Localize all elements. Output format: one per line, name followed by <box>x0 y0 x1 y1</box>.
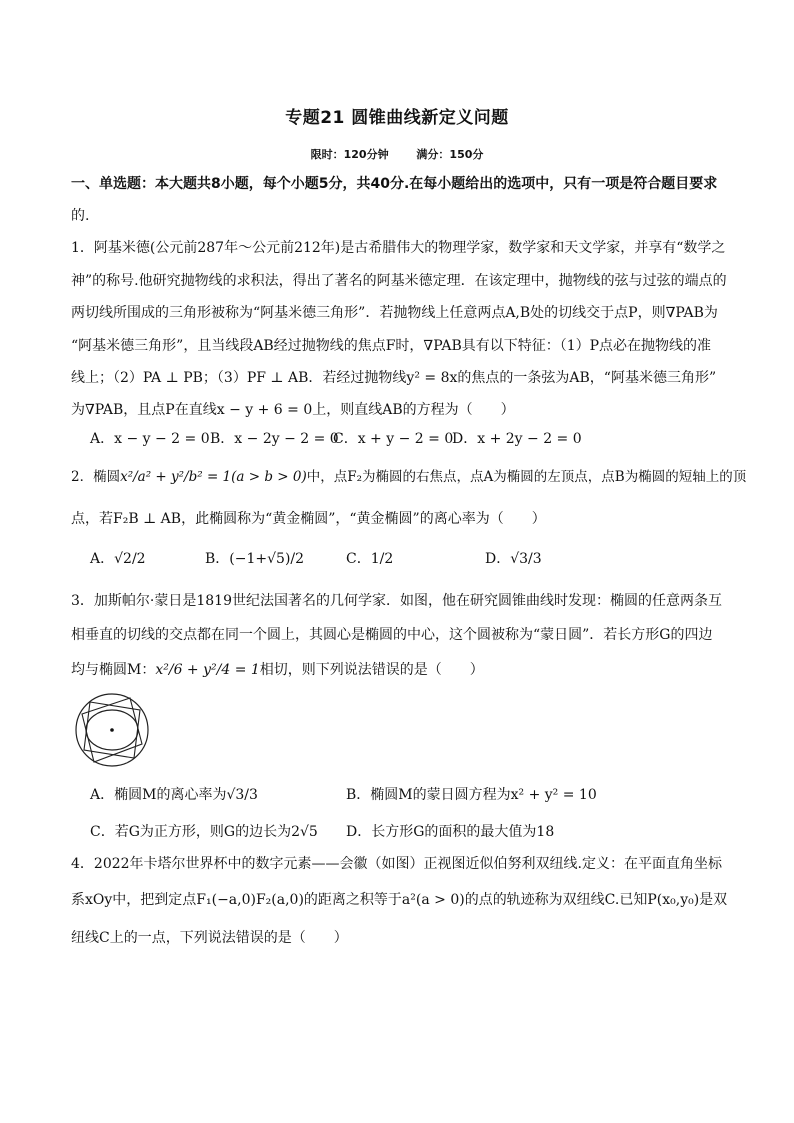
q1-option-a[interactable]: A．x − y − 2 = 0 <box>90 431 210 447</box>
q2-option-d[interactable]: D．√3/3 <box>485 551 542 567</box>
exam-info <box>0 146 794 162</box>
q3-option-a[interactable]: A．椭圆M的离心率为√3/3 <box>90 787 258 803</box>
q1-line-6: 为∇PAB，且点P在直线x − y + 6 = 0上，则直线AB的方程为（ ） <box>71 402 515 418</box>
monge-circle-figure <box>70 690 154 770</box>
q1-option-d[interactable]: D．x + 2y − 2 = 0 <box>452 431 582 447</box>
q3-ellipse-equation: x²/6 + y²/4 = 1 <box>155 662 260 678</box>
q4-line-1: 4．2022年卡塔尔世界杯中的数字元素——会徽（如图）正视图近似伯努利双纽线.定义：在平面直角坐标 <box>71 856 722 872</box>
page-title: 专题21 圆锥曲线新定义问题 <box>285 108 509 128</box>
center-point <box>110 728 114 732</box>
q1-option-b[interactable]: B．x − 2y − 2 = 0 <box>210 431 339 447</box>
q3-line-3-rest: 相切，则下列说法错误的是（ ） <box>259 662 484 678</box>
q2-option-b[interactable]: B．(−1+√5)/2 <box>205 551 305 567</box>
q3-prefix: 均与椭圆M： <box>71 662 156 678</box>
q3-line-2: 相垂直的切线的交点都在同一个圆上，其圆心是椭圆的中心，这个圆被称为“蒙日圆”．若长方形G的四边 <box>71 627 713 643</box>
q3-option-d[interactable]: D．长方形G的面积的最大值为18 <box>346 824 555 840</box>
q1-line-1: 1．阿基米德(公元前287年～公元前212年)是古希腊伟大的物理学家，数学家和天文学家，并享有“数学之 <box>71 240 726 256</box>
section-heading-cont: 的. <box>71 208 90 224</box>
q4-line-2: 系xOy中，把到定点F₁(−a,0)F₂(a,0)的距离之积等于a²(a > 0)的点的轨迹称为双纽线C.已知P(x₀,y₀)是双 <box>71 892 728 908</box>
q4-line-3: 纽线C上的一点，下列说法错误的是（ ） <box>71 930 348 946</box>
q1-line-2: 神”的称号.他研究抛物线的求积法，得出了著名的阿基米德定理．在该定理中，抛物线的弦与过弦的端点的 <box>71 273 727 289</box>
q3-line-3 <box>71 660 484 680</box>
q1-option-c[interactable]: C．x + y − 2 = 0 <box>333 431 454 447</box>
q2-ellipse-equation: x²/a² + y²/b² = 1(a > b > 0) <box>120 469 307 485</box>
q2-line-1 <box>71 467 746 487</box>
full-score: 满分：150分 <box>416 148 484 161</box>
q1-line-3: 两切线所围成的三角形被称为“阿基米德三角形”．若抛物线上任意两点A,B处的切线交于点P，则∇PAB为 <box>71 305 718 321</box>
time-limit: 限时：120分钟 <box>310 148 389 161</box>
q3-option-c[interactable]: C．若G为正方形，则G的边长为2√5 <box>90 824 318 840</box>
q2-prefix: 2．椭圆 <box>71 469 121 485</box>
q2-option-a[interactable]: A．√2/2 <box>90 551 146 567</box>
q2-option-c[interactable]: C．1/2 <box>346 551 394 567</box>
q1-line-5: 线上；（2）PA ⊥ PB；（3）PF ⊥ AB．若经过抛物线y² = 8x的焦点的一条弦为AB，“阿基米德三角形” <box>71 370 717 386</box>
q1-line-4: “阿基米德三角形”，且当线段AB经过抛物线的焦点F时，∇PAB具有以下特征：（1）P点必在抛物线的准 <box>71 338 712 354</box>
q2-line-2: 点，若F₂B ⊥ AB，此椭圆称为“黄金椭圆”，“黄金椭圆”的离心率为（ ） <box>71 511 546 527</box>
q3-option-b[interactable]: B．椭圆M的蒙日圆方程为x² + y² = 10 <box>346 787 597 803</box>
section-heading: 一、单选题：本大题共8小题，每个小题5分，共40分.在每小题给出的选项中，只有一项是符合题目要求 <box>71 176 718 192</box>
q3-line-1: 3．加斯帕尔·蒙日是1819世纪法国著名的几何学家．如图，他在研究圆锥曲线时发现：椭圆的任意两条互 <box>71 593 722 609</box>
q2-line-1-rest: 中，点F₂为椭圆的右焦点，点A为椭圆的左顶点，点B为椭圆的短轴上的顶 <box>306 469 747 485</box>
